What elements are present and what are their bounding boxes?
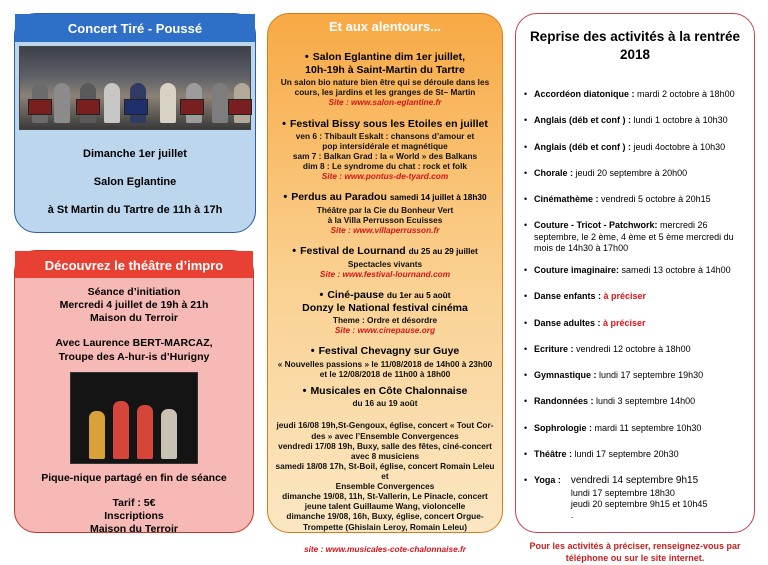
event-lournand: • Festival de Lournand du 25 au 29 juillet Spectacles vivants Site : www.festival-lournand.com bbox=[292, 245, 478, 279]
activity-item: • Anglais (déb et conf ) : jeudi 4octobre à 10h30 bbox=[524, 141, 726, 152]
event-bissy: • Festival Bissy sous les Etoiles en juillet ven 6 : Thibault Eskalt : chansons d’amour et pop intersidérale et magnétique sam 7 : Balkan Grad : la « World » des Balkans dim 8 : Le syndrome du chat : rock et folk Site : www.pontus-de-tyard.com bbox=[282, 117, 488, 182]
event-chevagny: • Festival Chevagny sur Guye « Nouvelles passions » le 11/08/2018 de 14h00 à 23h00 et le 12/08/2018 de 11h00 à 18h00 bbox=[277, 345, 493, 379]
theatre-line: Inscriptions bbox=[104, 509, 164, 522]
activity-item: • Anglais (déb et conf ) : lundi 1 octobre à 10h30 bbox=[524, 115, 728, 126]
theatre-line: Pique-nique partagé en fin de séance bbox=[41, 471, 227, 484]
activites-panel bbox=[515, 13, 755, 564]
concert-location: à St Martin du Tartre de 11h à 17h bbox=[47, 203, 223, 216]
theatre-line: Avec Laurence BERT-MARCAZ, bbox=[55, 337, 213, 350]
theatre-line: Maison du Terroir bbox=[90, 523, 178, 535]
concert-photo bbox=[19, 46, 251, 130]
activites-list bbox=[516, 89, 754, 460]
theatre-line: Tarif : 5€ bbox=[112, 496, 156, 509]
site-link[interactable]: www.festival-lournand.com bbox=[342, 268, 451, 279]
concert-title: Concert Tiré - Poussé bbox=[15, 14, 255, 42]
activity-item: • Danse adultes : à préciser bbox=[524, 317, 646, 328]
theatre-line: Maison du Terroir bbox=[90, 312, 178, 325]
theatre-line: Troupe des A-hur-is d’Hurigny bbox=[58, 350, 210, 363]
activity-item: • Couture imaginaire: samedi 13 octobre à 14h00 bbox=[524, 265, 731, 276]
activity-item: • Chorale : jeudi 20 septembre à 20h00 bbox=[524, 167, 688, 178]
theatre-title: Découvrez le théâtre d’impro bbox=[15, 251, 253, 278]
activity-item: • Sophrologie : mardi 11 septembre 10h30 bbox=[524, 422, 702, 433]
theatre-panel bbox=[14, 250, 254, 533]
activites-footer: Pour les activités à préciser, renseignez-vous par téléphone ou sur le site internet. bbox=[529, 541, 741, 564]
site-link[interactable]: www.cinepause.org bbox=[357, 325, 436, 336]
theatre-line: Séance d’initiation bbox=[87, 286, 181, 298]
activity-item: • Danse enfants : à préciser bbox=[524, 291, 647, 302]
activity-item: • Accordéon diatonique : mardi 2 octobre à 18h00 bbox=[524, 89, 735, 100]
activity-item: • Couture - Tricot - Patchwork: mercredi 26 septembre, le 2 ème, 4 ème et 5 ème mercredi du mois de 14h30 à 17h00 bbox=[524, 220, 734, 253]
theatre-line: Mercredi 4 juillet de 19h à 21h bbox=[59, 299, 209, 312]
theatre-photo bbox=[70, 372, 198, 464]
event-musicales: • Musicales en Côte Chalonnaise du 16 au 19 août bbox=[302, 384, 468, 409]
event-cinepause: • Ciné-pause du 1er au 5 août Donzy le National festival cinéma Theme : Ordre et désordre Site : www.cinepause.org bbox=[302, 288, 468, 336]
activity-item: • Gymnastique : lundi 17 septembre 19h30 bbox=[524, 370, 704, 381]
musicales-site: site : www.musicales-cote-chalonnaise.fr bbox=[304, 543, 466, 554]
activity-item: • Cinémathème : vendredi 5 octobre à 20h15 bbox=[524, 194, 711, 205]
concert-panel bbox=[14, 13, 256, 233]
site-link[interactable]: www.villaperrusson.fr bbox=[353, 225, 440, 236]
alentours-panel bbox=[267, 13, 503, 554]
alentours-title: Et aux alentours... bbox=[329, 19, 441, 34]
site-link[interactable]: www.pontus-de-tyard.com bbox=[344, 171, 449, 182]
site-link[interactable]: www.musicales-cote-chalonnaise.fr bbox=[325, 543, 466, 554]
activity-yoga: • Yoga : vendredi 14 septembre 9h15 lundi 17 septembre 18h30 jeudi 20 septembre 9h15 et 10h45 . bbox=[524, 475, 708, 521]
concert-date: Dimanche 1er juillet bbox=[83, 148, 187, 160]
event-paradou: • Perdus au Paradou samedi 14 juillet à 18h30 Théâtre par la Cie du Bonheur Vert à la Villa Perrusson Ecuisses Site : www.villaperrusson.fr bbox=[283, 191, 487, 236]
musicales-details: jeudi 16/08 19h,St-Gengoux, église, concert « Tout Cor- des » avec l’Ensemble Convergences vendredi 17/08 19h, Buxy, salle des fêtes, ciné-concert avec 8 musiciens samedi 18/08 17h, St-Boil, église, concert Romain Leleu et Ensemble Convergences dimanche 19/08, 11h, St-Vallerin, Le Pinacle, concert jeune talent Guillaume Wang, violoncelle dimanche 19/08, 16h, Buxy, église, concert Orgue- Trompette (Ghislain Leroy, Romain Leleu) bbox=[275, 420, 495, 532]
concert-venue: Salon Eglantine bbox=[93, 175, 177, 188]
site-link[interactable]: www.salon-eglantine.fr bbox=[351, 97, 442, 108]
activity-item: • Théâtre : lundi 17 septembre 20h30 bbox=[524, 448, 679, 459]
activity-item: • Randonnées : lundi 3 septembre 14h00 bbox=[524, 396, 696, 407]
event-salon-eglantine: • Salon Eglantine dim 1er juillet, 10h-19h à Saint-Martin du Tartre Un salon bio nature bien être qui se déroule dans les cours, les jardins et les granges de St– Martin Site : www.salon-eglantine.fr bbox=[280, 51, 490, 108]
activity-item: • Ecriture : vendredi 12 octobre à 18h00 bbox=[524, 343, 691, 354]
activites-title: Reprise des activités à la rentrée 2018 bbox=[529, 29, 741, 62]
